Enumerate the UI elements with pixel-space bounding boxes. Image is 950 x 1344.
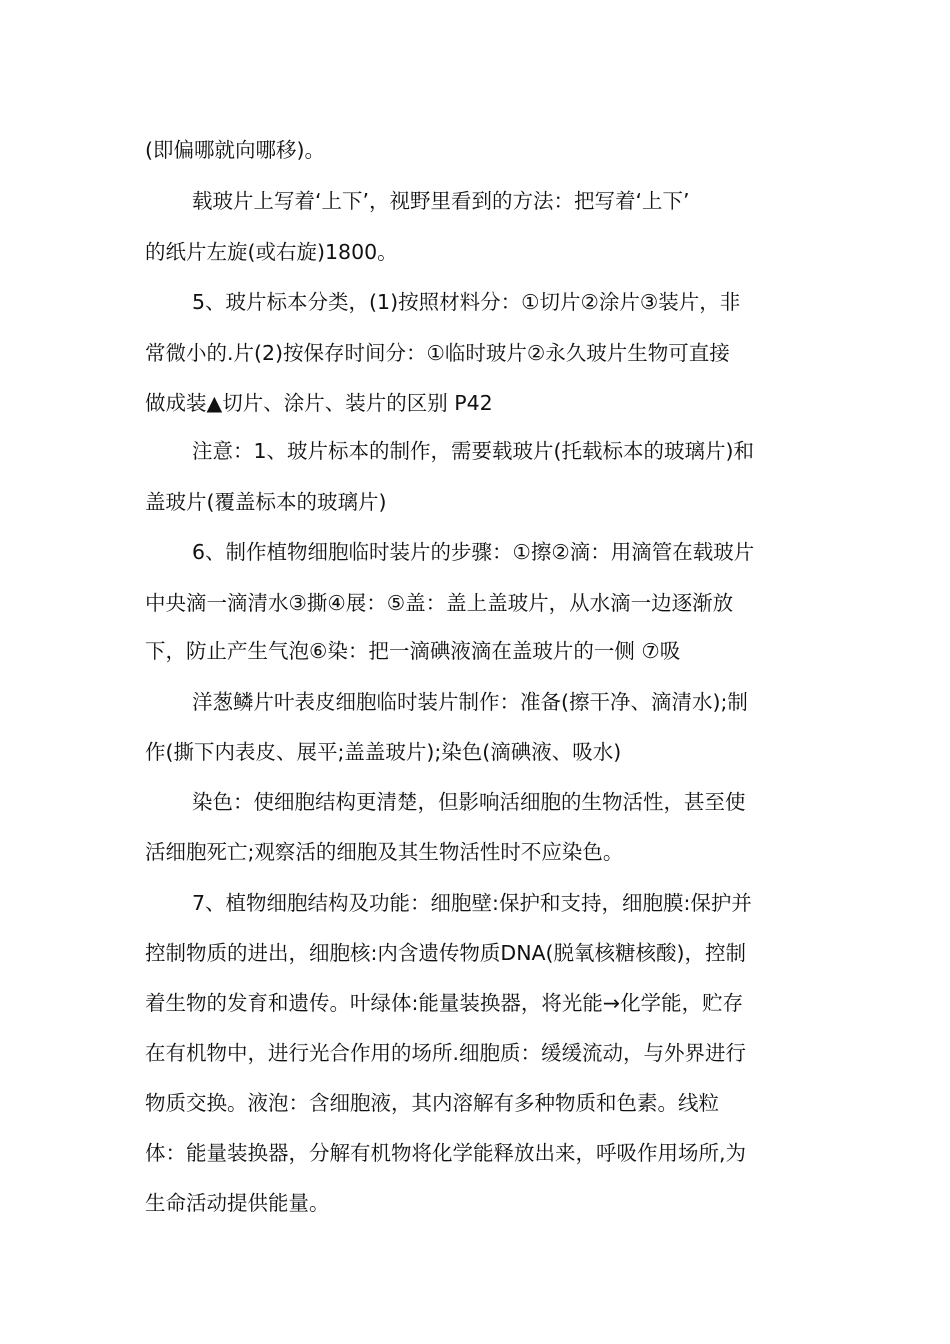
text-line: 6、制作植物细胞临时装片的步骤：①擦②滴：用滴管在载玻片 [192, 540, 755, 564]
text-line: 着生物的发育和遗传。叶绿体:能量装换器，将光能→化学能，贮存 [145, 991, 744, 1015]
text-line: 注意：1、玻片标本的制作，需要载玻片(托载标本的玻璃片)和 [192, 439, 755, 463]
text-line: 洋葱鳞片叶表皮细胞临时装片制作：准备(擦干净、滴清水);制 [192, 690, 748, 714]
text-line: 作(撕下内表皮、展平;盖盖玻片);染色(滴碘液、吸水) [145, 740, 622, 764]
text-line: 物质交换。液泡：含细胞液，其内溶解有多种物质和色素。线粒 [145, 1091, 719, 1115]
text-line: 做成装▲切片、涂片、装片的区别 P42 [145, 391, 493, 415]
text-line: 载玻片上写着‘上下’，视野里看到的方法：把写着‘上下’ [192, 189, 690, 213]
text-line: 体：能量装换器，分解有机物将化学能释放出来，呼吸作用场所,为 [145, 1141, 747, 1165]
text-line: 控制物质的进出，细胞核:内含遗传物质DNA(脱氧核糖核酸)，控制 [145, 941, 747, 965]
text-line: 7、植物细胞结构及功能：细胞壁:保护和支持，细胞膜:保护并 [192, 891, 752, 915]
text-line: 5、玻片标本分类，(1)按照材料分：①切片②涂片③装片，非 [192, 290, 741, 314]
text-line: (即偏哪就向哪移)。 [145, 138, 325, 162]
text-line: 的纸片左旋(或右旋)1800。 [145, 240, 398, 264]
text-line: 染色：使细胞结构更清楚，但影响活细胞的生物活性，甚至使 [192, 790, 746, 814]
text-line: 在有机物中，进行光合作用的场所.细胞质：缓缓流动，与外界进行 [145, 1041, 747, 1065]
text-line: 活细胞死亡;观察活的细胞及其生物活性时不应染色。 [145, 840, 624, 864]
text-line: 下，防止产生气泡⑥染：把一滴碘液滴在盖玻片的一侧 ⑦吸 [145, 639, 681, 663]
text-line: 盖玻片(覆盖标本的玻璃片) [145, 490, 387, 514]
text-line: 生命活动提供能量。 [145, 1191, 330, 1215]
text-line: 中央滴一滴清水③撕④展：⑤盖：盖上盖玻片，从水滴一边逐渐放 [145, 591, 734, 615]
text-line: 常微小的.片(2)按保存时间分：①临时玻片②永久玻片生物可直接 [145, 341, 730, 365]
